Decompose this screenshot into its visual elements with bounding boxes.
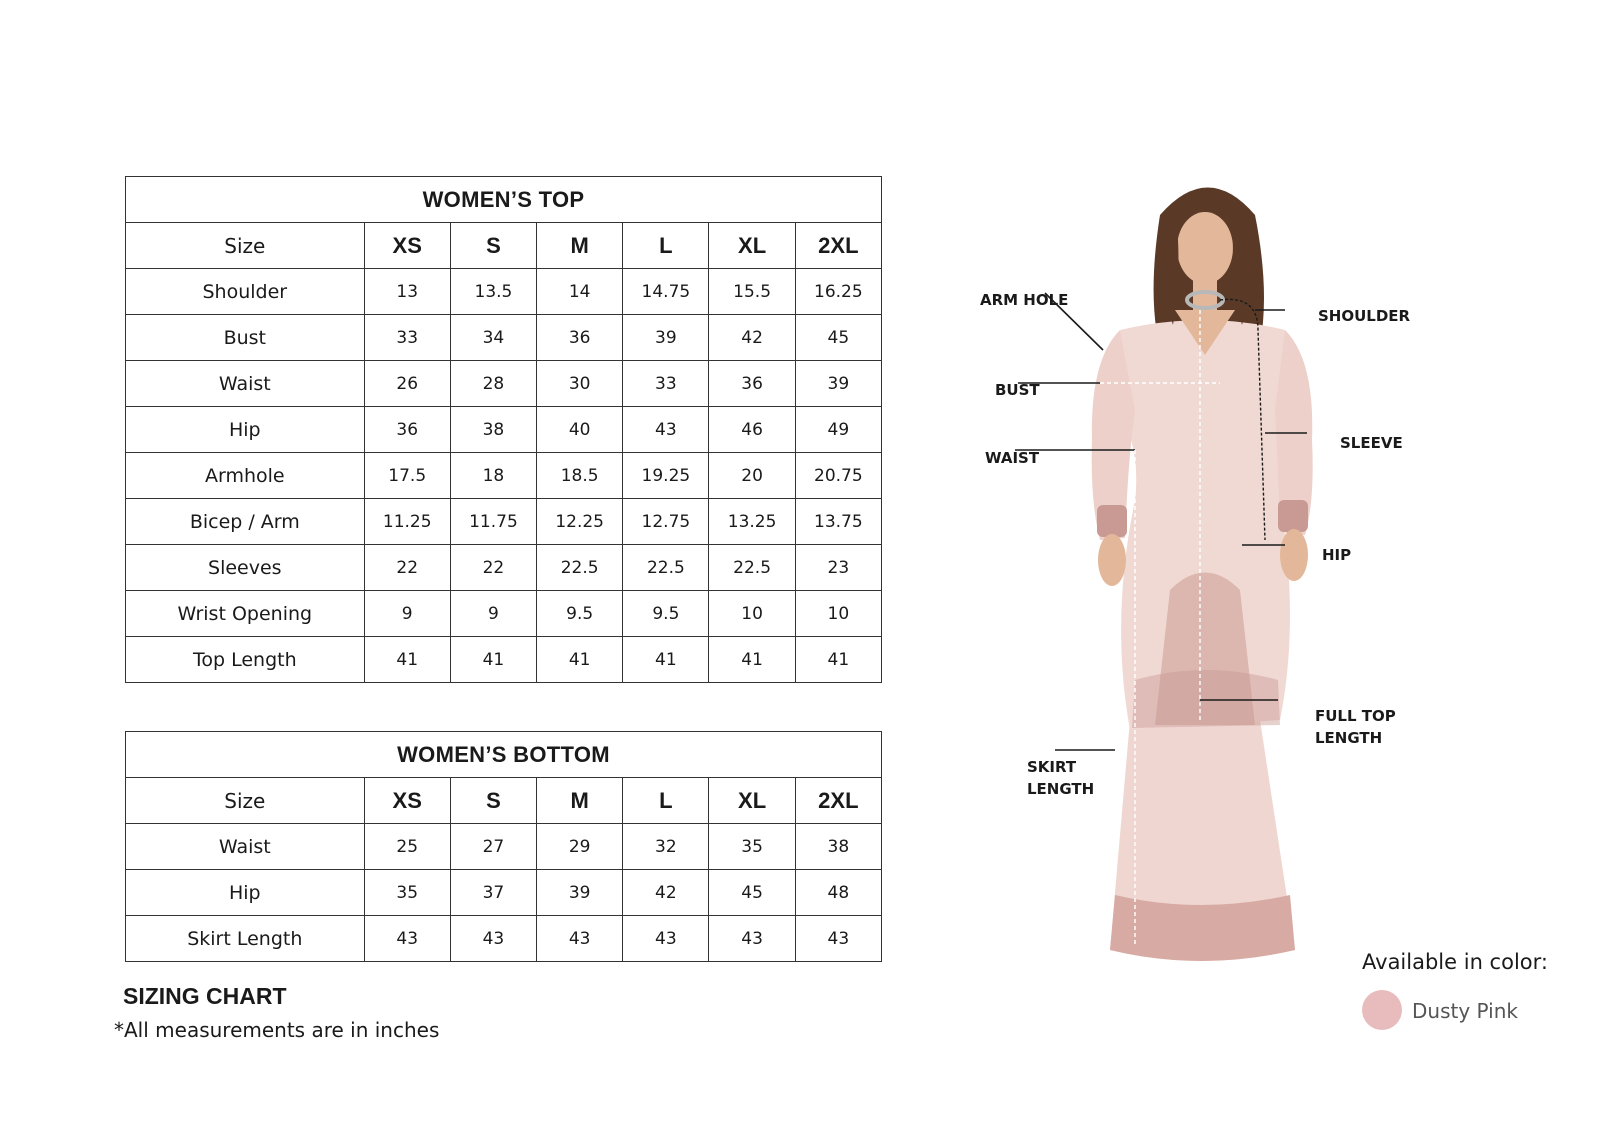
label-full-top-length-line1: FULL TOP — [1315, 707, 1396, 725]
table-cell: 13.75 — [795, 499, 881, 545]
table-cell: 41 — [623, 637, 709, 683]
table-cell: 20 — [709, 453, 795, 499]
table-cell: 41 — [795, 637, 881, 683]
row-label: Sleeves — [126, 545, 365, 591]
table-cell: 43 — [364, 916, 450, 962]
table-cell: 46 — [709, 407, 795, 453]
table-cell: 48 — [795, 870, 881, 916]
available-colors-title: Available in color: — [1362, 950, 1548, 974]
table-cell: 29 — [537, 824, 623, 870]
table-cell: 14 — [537, 269, 623, 315]
size-header: Size — [126, 778, 365, 824]
table-cell: 20.75 — [795, 453, 881, 499]
table-cell: 38 — [795, 824, 881, 870]
row-label: Armhole — [126, 453, 365, 499]
table-row — [126, 870, 882, 916]
table-cell: 10 — [795, 591, 881, 637]
table-cell: 11.25 — [364, 499, 450, 545]
table-cell: 37 — [450, 870, 536, 916]
sizing-chart-title: SIZING CHART — [123, 983, 287, 1009]
table-title-row — [126, 177, 882, 223]
size-col-xl: XL — [709, 223, 795, 269]
table-cell: 43 — [795, 916, 881, 962]
row-label: Top Length — [126, 637, 365, 683]
womens-top-table — [125, 176, 882, 683]
table-cell: 12.75 — [623, 499, 709, 545]
table-cell: 18.5 — [537, 453, 623, 499]
table-cell: 38 — [450, 407, 536, 453]
table-cell: 26 — [364, 361, 450, 407]
size-col-xl: XL — [709, 778, 795, 824]
table-header-row — [126, 778, 882, 824]
table-cell: 22.5 — [623, 545, 709, 591]
table-cell: 41 — [709, 637, 795, 683]
row-label: Bust — [126, 315, 365, 361]
row-label: Skirt Length — [126, 916, 365, 962]
label-waist: WAIST — [985, 449, 1040, 467]
table-cell: 22 — [450, 545, 536, 591]
table-cell: 9 — [450, 591, 536, 637]
table-cell: 41 — [537, 637, 623, 683]
table-cell: 10 — [709, 591, 795, 637]
table-cell: 43 — [537, 916, 623, 962]
table-cell: 18 — [450, 453, 536, 499]
size-col-s: S — [450, 223, 536, 269]
model-illustration — [1092, 188, 1313, 962]
table-cell: 17.5 — [364, 453, 450, 499]
table-cell: 40 — [537, 407, 623, 453]
table-row — [126, 407, 882, 453]
label-full-top-length-line2: LENGTH — [1315, 729, 1383, 747]
dusty-pink-swatch — [1362, 990, 1402, 1030]
table-row — [126, 361, 882, 407]
table-cell: 36 — [709, 361, 795, 407]
label-arm-hole: ARM HOLE — [980, 291, 1069, 309]
row-label: Wrist Opening — [126, 591, 365, 637]
label-hip: HIP — [1322, 546, 1352, 564]
table-cell: 16.25 — [795, 269, 881, 315]
table-cell: 13.5 — [450, 269, 536, 315]
table-cell: 28 — [450, 361, 536, 407]
table-cell: 13 — [364, 269, 450, 315]
label-sleeve: SLEEVE — [1340, 434, 1403, 452]
table-cell: 27 — [450, 824, 536, 870]
table-cell: 39 — [537, 870, 623, 916]
table-cell: 22.5 — [709, 545, 795, 591]
womens-bottom-table — [125, 731, 882, 962]
size-col-xs: XS — [364, 223, 450, 269]
table-cell: 42 — [623, 870, 709, 916]
row-label: Hip — [126, 407, 365, 453]
dusty-pink-label: Dusty Pink — [1412, 999, 1518, 1023]
size-col-2xl: 2XL — [795, 778, 881, 824]
table-cell: 9.5 — [537, 591, 623, 637]
label-skirt-length-line2: LENGTH — [1027, 780, 1095, 798]
table-cell: 43 — [709, 916, 795, 962]
table-row — [126, 916, 882, 962]
table-cell: 49 — [795, 407, 881, 453]
table-row — [126, 824, 882, 870]
table-cell: 45 — [795, 315, 881, 361]
row-label: Waist — [126, 361, 365, 407]
table-cell: 36 — [364, 407, 450, 453]
table-cell: 45 — [709, 870, 795, 916]
womens-top-title: WOMEN’S TOP — [126, 177, 882, 223]
model-figure — [960, 160, 1560, 990]
table-cell: 39 — [795, 361, 881, 407]
table-cell: 32 — [623, 824, 709, 870]
table-row — [126, 453, 882, 499]
table-cell: 9.5 — [623, 591, 709, 637]
table-cell: 30 — [537, 361, 623, 407]
label-shoulder: SHOULDER — [1318, 307, 1411, 325]
row-label: Waist — [126, 824, 365, 870]
table-cell: 33 — [364, 315, 450, 361]
table-cell: 43 — [623, 407, 709, 453]
table-cell: 41 — [450, 637, 536, 683]
table-cell: 14.75 — [623, 269, 709, 315]
table-cell: 25 — [364, 824, 450, 870]
size-col-m: M — [537, 778, 623, 824]
table-row — [126, 315, 882, 361]
table-title-row — [126, 732, 882, 778]
table-cell: 34 — [450, 315, 536, 361]
size-col-s: S — [450, 778, 536, 824]
size-col-2xl: 2XL — [795, 223, 881, 269]
size-col-m: M — [537, 223, 623, 269]
table-cell: 35 — [364, 870, 450, 916]
size-col-l: L — [623, 778, 709, 824]
table-cell: 22 — [364, 545, 450, 591]
table-cell: 9 — [364, 591, 450, 637]
row-label: Shoulder — [126, 269, 365, 315]
table-cell: 41 — [364, 637, 450, 683]
table-row — [126, 269, 882, 315]
size-col-xs: XS — [364, 778, 450, 824]
label-bust: BUST — [995, 381, 1040, 399]
row-label: Hip — [126, 870, 365, 916]
table-header-row — [126, 223, 882, 269]
table-row — [126, 637, 882, 683]
table-row — [126, 499, 882, 545]
table-cell: 36 — [537, 315, 623, 361]
table-cell: 42 — [709, 315, 795, 361]
table-cell: 43 — [450, 916, 536, 962]
table-cell: 19.25 — [623, 453, 709, 499]
womens-bottom-title: WOMEN’S BOTTOM — [126, 732, 882, 778]
table-cell: 22.5 — [537, 545, 623, 591]
size-col-l: L — [623, 223, 709, 269]
table-cell: 39 — [623, 315, 709, 361]
table-cell: 43 — [623, 916, 709, 962]
row-label: Bicep / Arm — [126, 499, 365, 545]
table-cell: 33 — [623, 361, 709, 407]
size-header: Size — [126, 223, 365, 269]
table-row — [126, 545, 882, 591]
measurement-note: *All measurements are in inches — [114, 1018, 440, 1042]
table-cell: 12.25 — [537, 499, 623, 545]
table-row — [126, 591, 882, 637]
table-cell: 11.75 — [450, 499, 536, 545]
table-cell: 35 — [709, 824, 795, 870]
table-cell: 13.25 — [709, 499, 795, 545]
label-skirt-length-line1: SKIRT — [1027, 758, 1077, 776]
table-cell: 15.5 — [709, 269, 795, 315]
table-cell: 23 — [795, 545, 881, 591]
